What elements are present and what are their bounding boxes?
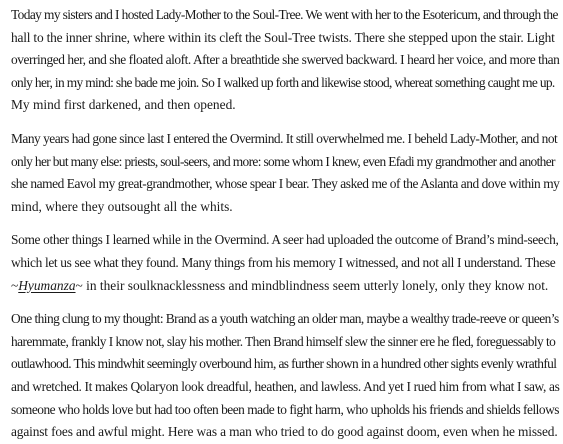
text-line: someone who holds love but had too often been made to fight harm, who upholds his friends and shields fellows	[11, 401, 559, 417]
text-line: overringed her, and she floated aloft. After a breathtide she swerved backward. I heard her voice, and more than	[11, 52, 560, 68]
text-line: only her but many else: priests, soul-seers, and more: some whom I knew, even Efadi my grandmother and another	[11, 153, 555, 169]
text-line: My mind first darkened, and then opened.	[11, 97, 236, 113]
text-line: haremmate, frankly I know not, slay his mother. Then Brand himself slew the sinner ere he fled, foreguessably to	[11, 333, 556, 349]
paragraph-4	[11, 308, 559, 444]
tilde-open: ~	[11, 277, 19, 293]
text-line: hall to the inner shrine, where within its cleft the Soul-Tree twists. There she stepped upon the stair. Light	[11, 29, 555, 45]
text-line	[11, 275, 559, 298]
text-line: Today my sisters and I hosted Lady-Mother to the Soul-Tree. We went with her to the Esotericum, and through the	[11, 7, 558, 22]
emphasized-term: Hyumanza	[18, 277, 76, 293]
paragraph-2	[11, 128, 559, 218]
text-line: she named Eavol my great-grandmother, whose spear I bear. They asked me of the Aslanta and dove within my	[11, 176, 560, 192]
text-line: One thing clung to my thought: Brand as a youth watching an older man, maybe a wealthy trade-reeve or queen’s	[11, 311, 559, 327]
paragraph-1	[11, 4, 559, 117]
text-line: only her, in my mind: she bade me join. So I walked up forth and likewise stood, whereat something caught me up.	[11, 74, 555, 90]
text-line: which let us see what they found. Many things from his memory I witnessed, and not all I understand. These	[11, 254, 556, 270]
text-line: and wretched. It makes Qolaryon look dreadful, heathen, and lawless. And yet I rued him from what I saw, as	[11, 378, 560, 394]
paragraph-3	[11, 229, 559, 297]
text-line: mind, where they outsought all the whits.	[11, 198, 233, 214]
document-page	[11, 4, 559, 444]
text-line: outlawhood. This mindwhit seemingly overbound him, as further shown in a hundred other sights evenly wrathful	[11, 356, 557, 372]
text-line: Some other things I learned while in the Overmind. A seer had uploaded the outcome of Brand’s mind-seech,	[11, 232, 559, 248]
text-line: Many years had gone since last I entered the Overmind. It still overwhelmed me. I beheld Lady-Mother, and not	[11, 130, 558, 146]
line-remainder: ~ in their soulknacklessness and mindblindness seem utterly lonely, only they know not.	[75, 277, 549, 293]
text-line: against foes and awful might. Here was a man who tried to do good against doom, even when he missed.	[11, 424, 558, 440]
